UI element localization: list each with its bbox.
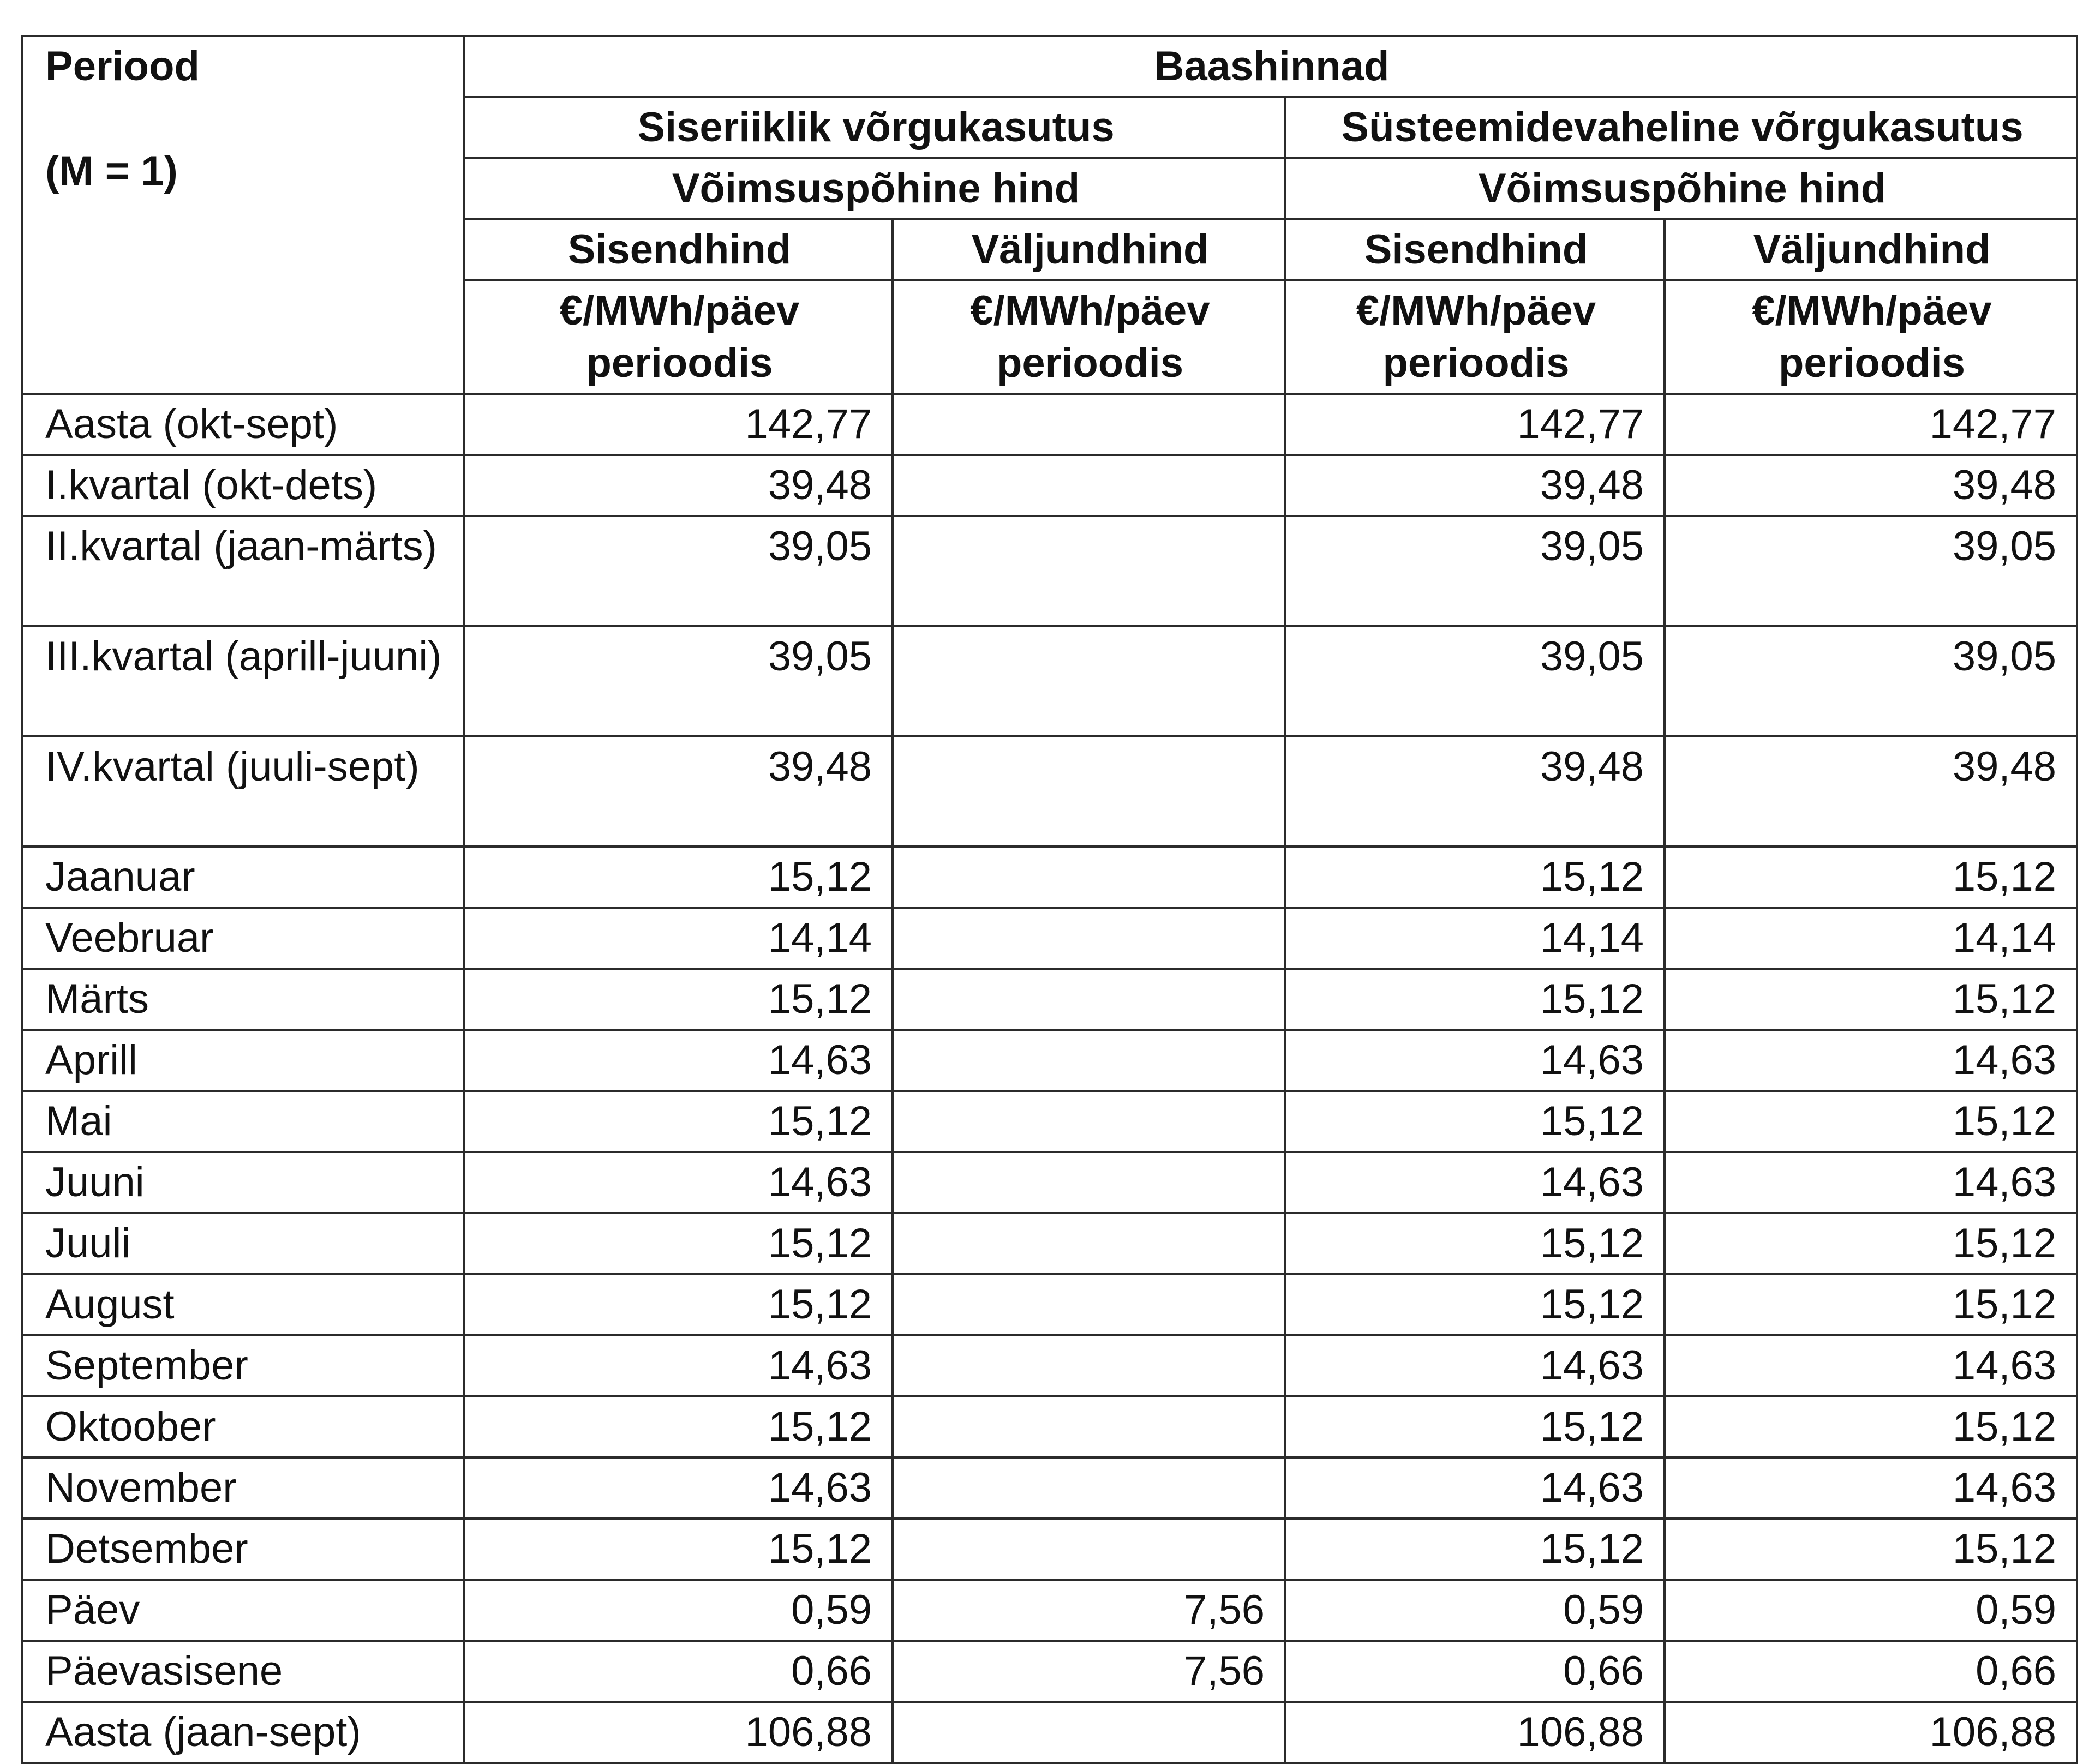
table-row <box>22 1213 2077 1274</box>
cross-exit-cell: 39,48 <box>1665 736 2077 847</box>
cross-entry-cell: 14,63 <box>1285 1030 1665 1091</box>
cross-entry-cell: 0,66 <box>1285 1641 1665 1702</box>
table-row <box>22 847 2077 908</box>
table-body <box>22 394 2077 1763</box>
domestic-exit-cell <box>893 1030 1285 1091</box>
period-cell: Mai <box>22 1091 464 1152</box>
cross-exit-cell: 0,66 <box>1665 1641 2077 1702</box>
cross-entry-cell: 14,63 <box>1285 1335 1665 1396</box>
table-row <box>22 969 2077 1030</box>
table-row <box>22 455 2077 516</box>
domestic-exit-cell: 7,56 <box>893 1641 1285 1702</box>
domestic-exit-cell <box>893 969 1285 1030</box>
cross-entry-cell: 14,63 <box>1285 1152 1665 1213</box>
cross-entry-cell: 39,48 <box>1285 736 1665 847</box>
domestic-exit-cell <box>893 1152 1285 1213</box>
domestic-entry-cell: 39,48 <box>464 736 893 847</box>
tariff-table <box>21 35 2078 1764</box>
table-row <box>22 1396 2077 1457</box>
table-row <box>22 1335 2077 1396</box>
unit-header: €/MWh/päev perioodis <box>464 280 893 394</box>
domestic-exit-cell <box>893 394 1285 455</box>
table-row <box>22 1641 2077 1702</box>
period-label: Periood <box>45 43 200 89</box>
domestic-entry-cell: 15,12 <box>464 1396 893 1457</box>
cross-exit-cell: 142,77 <box>1665 394 2077 455</box>
domestic-entry-cell: 15,12 <box>464 1213 893 1274</box>
cross-entry-price-header: Sisendhind <box>1285 219 1665 280</box>
period-cell: Aasta (jaan-sept) <box>22 1702 464 1763</box>
domestic-entry-cell: 39,48 <box>464 455 893 516</box>
cross-entry-cell: 39,48 <box>1285 455 1665 516</box>
cross-entry-cell: 15,12 <box>1285 969 1665 1030</box>
domestic-exit-cell <box>893 1702 1285 1763</box>
domestic-entry-cell: 15,12 <box>464 1274 893 1335</box>
cross-exit-cell: 15,12 <box>1665 1519 2077 1580</box>
document-page <box>21 35 2076 1764</box>
period-cell: II.kvartal (jaan-märts) <box>22 516 464 626</box>
cross-capacity-price-header: Võimsuspõhine hind <box>1285 158 2077 219</box>
domestic-exit-cell <box>893 847 1285 908</box>
cross-entry-cell: 106,88 <box>1285 1702 1665 1763</box>
domestic-entry-cell: 14,63 <box>464 1152 893 1213</box>
period-cell: Päevasisene <box>22 1641 464 1702</box>
period-cell: Juuli <box>22 1213 464 1274</box>
cross-entry-cell: 39,05 <box>1285 516 1665 626</box>
table-row <box>22 1030 2077 1091</box>
cross-exit-cell: 39,05 <box>1665 626 2077 736</box>
domestic-entry-cell: 15,12 <box>464 969 893 1030</box>
domestic-use-header: Siseriiklik võrgukasutus <box>464 97 1285 158</box>
period-cell: Päev <box>22 1580 464 1641</box>
period-cell: Juuni <box>22 1152 464 1213</box>
domestic-exit-cell <box>893 1396 1285 1457</box>
cross-exit-cell: 15,12 <box>1665 1396 2077 1457</box>
period-cell: August <box>22 1274 464 1335</box>
domestic-entry-cell: 0,66 <box>464 1641 893 1702</box>
cross-exit-cell: 15,12 <box>1665 847 2077 908</box>
domestic-exit-cell <box>893 1519 1285 1580</box>
period-cell: I.kvartal (okt-dets) <box>22 455 464 516</box>
domestic-entry-cell: 39,05 <box>464 516 893 626</box>
domestic-entry-cell: 14,63 <box>464 1457 893 1519</box>
table-row <box>22 1457 2077 1519</box>
period-cell: Aasta (okt-sept) <box>22 394 464 455</box>
unit-header: €/MWh/päev perioodis <box>1285 280 1665 394</box>
domestic-exit-cell <box>893 736 1285 847</box>
domestic-entry-cell: 14,63 <box>464 1335 893 1396</box>
cross-entry-cell: 15,12 <box>1285 1213 1665 1274</box>
cross-exit-price-header: Väljundhind <box>1665 219 2077 280</box>
table-row <box>22 516 2077 626</box>
period-cell: Detsember <box>22 1519 464 1580</box>
table-row <box>22 736 2077 847</box>
cross-exit-cell: 15,12 <box>1665 1213 2077 1274</box>
cross-exit-cell: 14,63 <box>1665 1030 2077 1091</box>
cross-exit-cell: 0,59 <box>1665 1580 2077 1641</box>
domestic-entry-cell: 15,12 <box>464 847 893 908</box>
cross-entry-cell: 15,12 <box>1285 1519 1665 1580</box>
cross-exit-cell: 15,12 <box>1665 969 2077 1030</box>
period-cell: IV.kvartal (juuli-sept) <box>22 736 464 847</box>
cross-entry-cell: 14,14 <box>1285 908 1665 969</box>
domestic-exit-cell <box>893 1091 1285 1152</box>
domestic-exit-cell <box>893 455 1285 516</box>
cross-entry-cell: 142,77 <box>1285 394 1665 455</box>
domestic-entry-price-header: Sisendhind <box>464 219 893 280</box>
cross-exit-cell: 39,48 <box>1665 455 2077 516</box>
domestic-entry-cell: 39,05 <box>464 626 893 736</box>
period-cell: Aprill <box>22 1030 464 1091</box>
table-row <box>22 1519 2077 1580</box>
table-header <box>22 36 2077 394</box>
table-row <box>22 1274 2077 1335</box>
base-prices-header: Baashinnad <box>464 36 2077 97</box>
domestic-exit-cell: 7,56 <box>893 1580 1285 1641</box>
cross-exit-cell: 14,63 <box>1665 1152 2077 1213</box>
domestic-exit-price-header: Väljundhind <box>893 219 1285 280</box>
cross-exit-cell: 15,12 <box>1665 1091 2077 1152</box>
unit-header: €/MWh/päev perioodis <box>1665 280 2077 394</box>
period-cell: Jaanuar <box>22 847 464 908</box>
domestic-exit-cell <box>893 1335 1285 1396</box>
cross-exit-cell: 15,12 <box>1665 1274 2077 1335</box>
period-cell: III.kvartal (aprill-juuni) <box>22 626 464 736</box>
domestic-entry-cell: 15,12 <box>464 1519 893 1580</box>
domestic-entry-cell: 0,59 <box>464 1580 893 1641</box>
cross-entry-cell: 15,12 <box>1285 1274 1665 1335</box>
table-row <box>22 1091 2077 1152</box>
cross-exit-cell: 14,63 <box>1665 1457 2077 1519</box>
cross-entry-cell: 15,12 <box>1285 1091 1665 1152</box>
period-cell: November <box>22 1457 464 1519</box>
table-row <box>22 908 2077 969</box>
table-row <box>22 394 2077 455</box>
domestic-entry-cell: 106,88 <box>464 1702 893 1763</box>
cross-exit-cell: 39,05 <box>1665 516 2077 626</box>
table-row <box>22 1702 2077 1763</box>
domestic-entry-cell: 142,77 <box>464 394 893 455</box>
domestic-capacity-price-header: Võimsuspõhine hind <box>464 158 1285 219</box>
domestic-exit-cell <box>893 626 1285 736</box>
cross-entry-cell: 15,12 <box>1285 847 1665 908</box>
period-cell: Oktoober <box>22 1396 464 1457</box>
cross-exit-cell: 14,14 <box>1665 908 2077 969</box>
domestic-exit-cell <box>893 1213 1285 1274</box>
table-row <box>22 626 2077 736</box>
period-cell: Veebruar <box>22 908 464 969</box>
period-cell: September <box>22 1335 464 1396</box>
table-row <box>22 1580 2077 1641</box>
cross-exit-cell: 106,88 <box>1665 1702 2077 1763</box>
cross-entry-cell: 15,12 <box>1285 1396 1665 1457</box>
domestic-entry-cell: 14,63 <box>464 1030 893 1091</box>
period-cell: Märts <box>22 969 464 1030</box>
cross-entry-cell: 39,05 <box>1285 626 1665 736</box>
domestic-exit-cell <box>893 908 1285 969</box>
cross-entry-cell: 0,59 <box>1285 1580 1665 1641</box>
table-row <box>22 1152 2077 1213</box>
unit-header: €/MWh/päev perioodis <box>893 280 1285 394</box>
domestic-exit-cell <box>893 1457 1285 1519</box>
cross-entry-cell: 14,63 <box>1285 1457 1665 1519</box>
multiplier-note: (M = 1) <box>45 148 178 194</box>
cross-system-use-header: Süsteemidevaheline võrgukasutus <box>1285 97 2077 158</box>
domestic-entry-cell: 14,14 <box>464 908 893 969</box>
domestic-entry-cell: 15,12 <box>464 1091 893 1152</box>
cross-exit-cell: 14,63 <box>1665 1335 2077 1396</box>
domestic-exit-cell <box>893 1274 1285 1335</box>
domestic-exit-cell <box>893 516 1285 626</box>
period-header-cell <box>22 36 464 394</box>
